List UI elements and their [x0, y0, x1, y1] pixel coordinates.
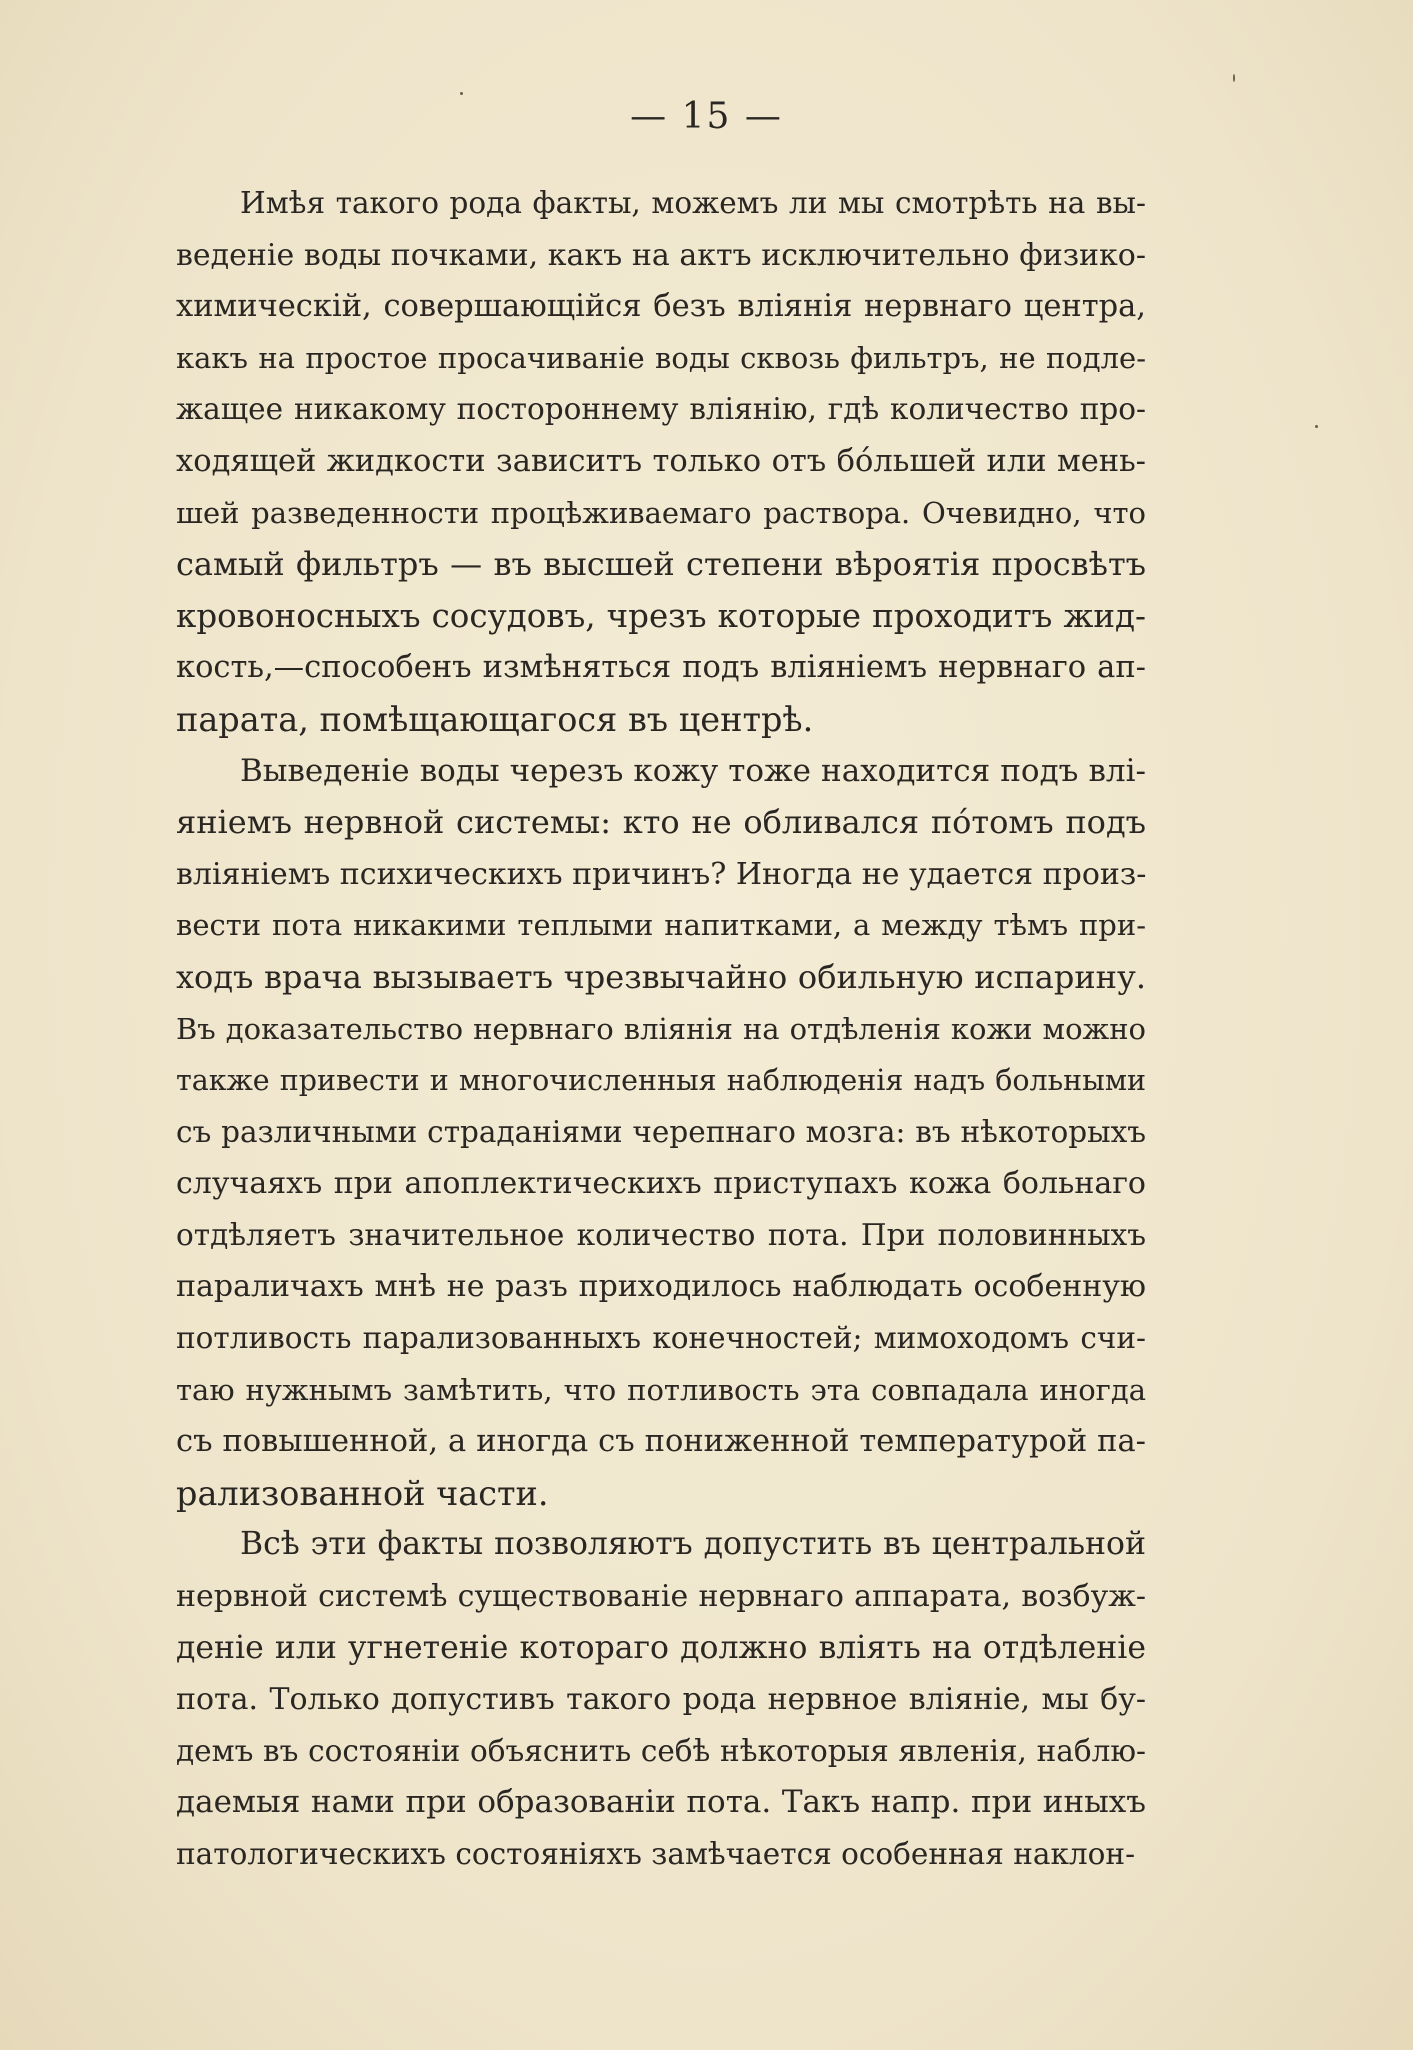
text-line: таю нужнымъ замѣтить, что потливость эта совпадала иногда — [176, 1372, 1146, 1407]
text-line: отдѣляетъ значительное количество пота. При половинныхъ — [176, 1217, 1146, 1252]
text-line: пота. Только допустивъ такого рода нервное вліяніе, мы бу- — [176, 1682, 1146, 1718]
text-line: парата, помѣщающагося въ центрѣ. — [176, 699, 814, 739]
page-number: — 15 — — [630, 96, 783, 137]
text-line: случаяхъ при апоплектическихъ приступахъ кожа больнаго — [176, 1166, 1146, 1202]
text-line: самый фильтръ — въ высшей степени вѣроятія просвѣтъ — [176, 545, 1146, 584]
text-line: кровоносныхъ сосудовъ, чрезъ которые проходитъ жид- — [176, 596, 1146, 635]
text-line: съ различными страданіями черепнаго мозга: въ нѣкоторыхъ — [176, 1114, 1146, 1149]
text-line: ходящей жидкости зависитъ только отъ бо́льшей или мень- — [176, 443, 1146, 479]
text-line: Въ доказательство нервнаго вліянія на отдѣленія кожи можно — [176, 1011, 1146, 1046]
paper-speck — [1315, 425, 1318, 428]
text-line: Имѣя такого рода факты, можемъ ли мы смотрѣть на вы- — [240, 186, 1146, 220]
text-line: шей разведенности процѣживаемаго раствора. Очевидно, что — [176, 495, 1146, 530]
text-line: демъ въ состояніи объяснить себѣ нѣкоторыя явленія, наблю- — [176, 1733, 1146, 1768]
paper-speck — [1233, 74, 1235, 82]
text-line: веденіе воды почками, какъ на актъ исключительно физико- — [176, 237, 1146, 273]
text-line: съ повышенной, а иногда съ пониженной температурой па- — [176, 1424, 1146, 1460]
text-line: рализованной части. — [176, 1473, 549, 1513]
text-line: даемыя нами при образованіи пота. Такъ напр. при иныхъ — [176, 1784, 1146, 1821]
text-line: яніемъ нервной системы: кто не обливался по́томъ подъ — [176, 803, 1146, 842]
text-line: вліяніемъ психическихъ причинъ? Иногда не удается произ- — [176, 856, 1147, 892]
text-line: нервной системѣ существованіе нервнаго аппарата, возбуж- — [176, 1579, 1146, 1615]
paragraph — [176, 746, 1146, 1520]
text-line: какъ на простое просачиваніе воды сквозь фильтръ, не подле- — [176, 340, 1146, 375]
text-line: кость,—способенъ измѣняться подъ вліяніемъ нервнаго ап- — [176, 650, 1146, 686]
paper-speck — [460, 92, 463, 95]
text-line: Выведеніе воды черезъ кожу тоже находится подъ влі- — [240, 752, 1146, 789]
text-line: деніе или угнетеніе котораго должно вліять на отдѣленіе — [176, 1629, 1146, 1666]
text-line: также привести и многочисленныя наблюденія надъ больными — [176, 1064, 1146, 1098]
text-line: параличахъ мнѣ не разъ приходилось наблюдать особенную — [176, 1269, 1146, 1305]
paragraph — [176, 178, 1146, 746]
text-line: патологическихъ состояніяхъ замѣчается особенная наклон- — [176, 1837, 1136, 1871]
text-line: ходъ врача вызываетъ чрезвычайно обильную испарину. — [176, 957, 1146, 996]
body-text — [176, 178, 1146, 1881]
text-line: вести пота никакими теплыми напитками, а между тѣмъ при- — [176, 908, 1146, 943]
text-line: потливость парализованныхъ конечностей; мимоходомъ счи- — [176, 1321, 1146, 1356]
text-line: химическій, совершающійся безъ вліянія нервнаго центра, — [176, 289, 1146, 325]
text-line: Всѣ эти факты позволяютъ допустить въ центральной — [240, 1526, 1146, 1563]
text-line: жащее никакому постороннему вліянію, гдѣ количество про- — [176, 392, 1146, 427]
paragraph — [176, 1519, 1146, 1880]
